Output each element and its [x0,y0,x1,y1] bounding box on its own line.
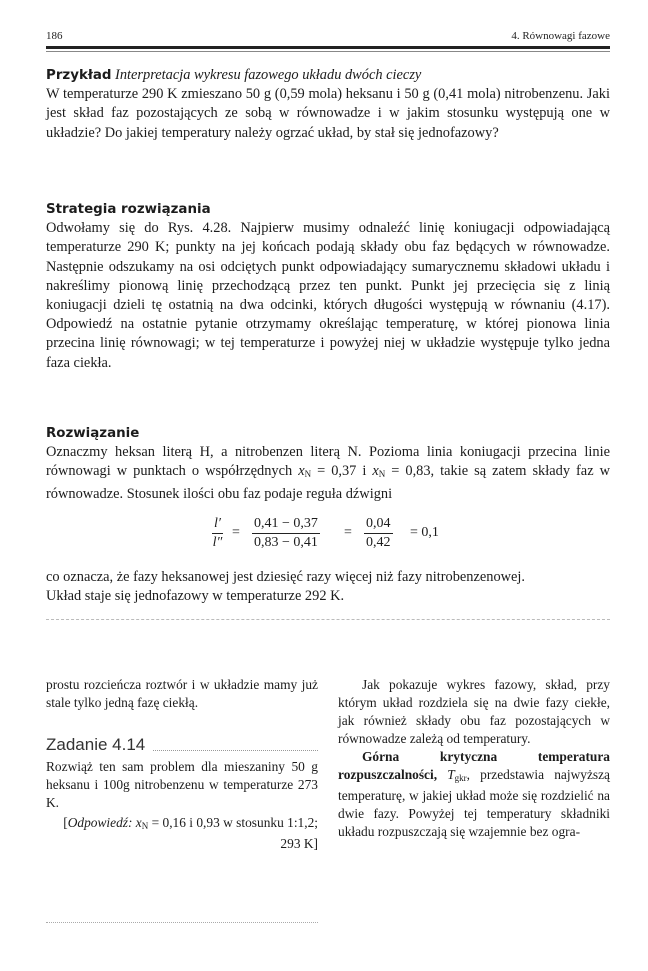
header-rule-thin [46,51,610,52]
task-heading-leader [153,740,318,751]
left-column [46,676,318,853]
example-end-separator [46,619,610,620]
solution-conclusion [46,568,610,606]
fraction-1 [252,515,320,552]
right-paragraph-1: Jak pokazuje wykres fazowy, skład, przy którym układ rozdziela się na dwie fazy ciekłe, jak również składy obu faz pozostających w równowadze zależą od temperatury. [338,677,610,746]
task-answer: [Odpowiedź: $x_N = 0,16$ i 0,93 w stosunku 1:1,2; 293 K] [63,815,318,851]
conclusion-line-2: Układ staje się jednofazowy w temperaturze 292 K. [46,588,345,605]
example-text: W temperaturze 290 K zmieszano 50 g (0,59 mola) heksanu i 50 g (0,41 mola) nitrobenzenu. Jaki jest skład faz pozostających ze sobą w równowadze i w jakim stosunku występują one w układzie? Do jakiej temperatury należy ogrzać układ, by stał się jednofazowy? [46,86,610,141]
lever-rule-formula [46,515,610,557]
var-sub-2: N [378,469,386,480]
critical-temp-symbol: T [447,767,455,782]
answer-sub: N [141,821,149,831]
fraction-2 [364,515,393,552]
example-block [46,66,610,143]
answer-var: x [135,815,142,830]
chapter-title: 4. Równowagi fazowe [511,30,610,42]
fraction-1-numerator: 0,41 − 0,37 [252,515,320,534]
strategy-text: Odwołamy się do Rys. 4.28. Najpierw musimy odnaleźć linię koniugacji odpowiadającą temperaturze 290 K; punkty na jej końcach podają składy obu faz będących w równowadze. Następnie odszukamy na osi odciętych punkt odpowiadający sumarycznemu składowi układu i nakreślimy pionową linię przechodzącą przez ten punkt. Punkt jej przecięcia się z linią koniugacji dzieli tę ostatnią na dwa odcinki, których długości występują w równaniu (4.17). Odpowiedź na ostatnie pytanie otrzymamy określając temperaturę, w której pionowa linia przecina linię równowagi; w tej temperaturze i powyżej niej w układzie występuje tylko jedna faza ciekła. [46,220,610,371]
fraction-2-numerator: 0,04 [364,515,393,534]
conclusion-line-1: co oznacza, że fazy heksanowej jest dziesięć razy więcej niż fazy nitrobenzenowej. [46,569,526,585]
equals-1: = [232,525,240,540]
task-text: Rozwiąż ten sam problem dla mieszaniny 50 g heksanu i 100g nitrobenzenu w temperaturze 273 K. [46,759,318,810]
solution-text [46,443,610,504]
solution-text-before: Oznaczmy heksan literą H, a nitrobenzen literą N. Pozioma linia koniugacji przecina linie równowagi w punktach o współrzędnych [46,444,610,480]
equals-result: = 0,1 [410,525,439,540]
header-rule [46,46,610,49]
right-paragraph-2-text: , przedstawia najwyższą temperaturę, w jakiej układ może się rozdzielić na dwie fazy. Powyżej tej temperatury składniki układu rozpuszczają się wzajemnie bez ogra- [338,767,610,839]
left-continuation: prostu rozcieńcza roztwór i w układzie mamy już stale tylko jedną fazę ciekłą. [46,677,318,710]
strategy-block [46,200,610,373]
critical-temp-term: Górna krytyczna temperatura rozpuszczalności, [338,749,610,782]
critical-temp-sub: gkr [454,773,467,783]
l-numerator: l′ [212,515,223,534]
answer-label: Odpowiedź: [67,815,133,830]
solution-x1: = 0,37 i [317,463,367,480]
task-title: Zadanie 4.14 [46,735,146,754]
task-heading [46,736,318,754]
var-x-2: x [372,463,379,480]
l-denominator: l″ [212,535,223,550]
fraction-l [212,515,223,552]
right-column [338,676,610,841]
fraction-1-denominator: 0,83 − 0,41 [254,535,318,550]
example-title: Interpretacja wykresu fazowego układu dwóch cieczy [115,67,422,83]
var-sub: N [304,469,312,480]
strategy-heading: Strategia rozwiązania [46,202,211,217]
solution-x2: = 0,83, takie są zatem składy faz w równowadze. Stosunek ilości obu faz podaje reguła dźwigni [46,463,610,502]
example-label: Przykład [46,68,112,83]
equals-2: = [344,525,352,540]
right-paragraph-2 [338,748,610,841]
solution-block [46,424,610,504]
var-x: x [298,463,305,480]
page-number: 186 [46,30,63,42]
fraction-2-denominator: 0,42 [366,535,391,550]
answer-text: = 0,16 i 0,93 w stosunku 1:1,2; 293 K [151,815,318,851]
left-column-footer-rule [46,922,318,923]
solution-heading: Rozwiązanie [46,426,140,441]
